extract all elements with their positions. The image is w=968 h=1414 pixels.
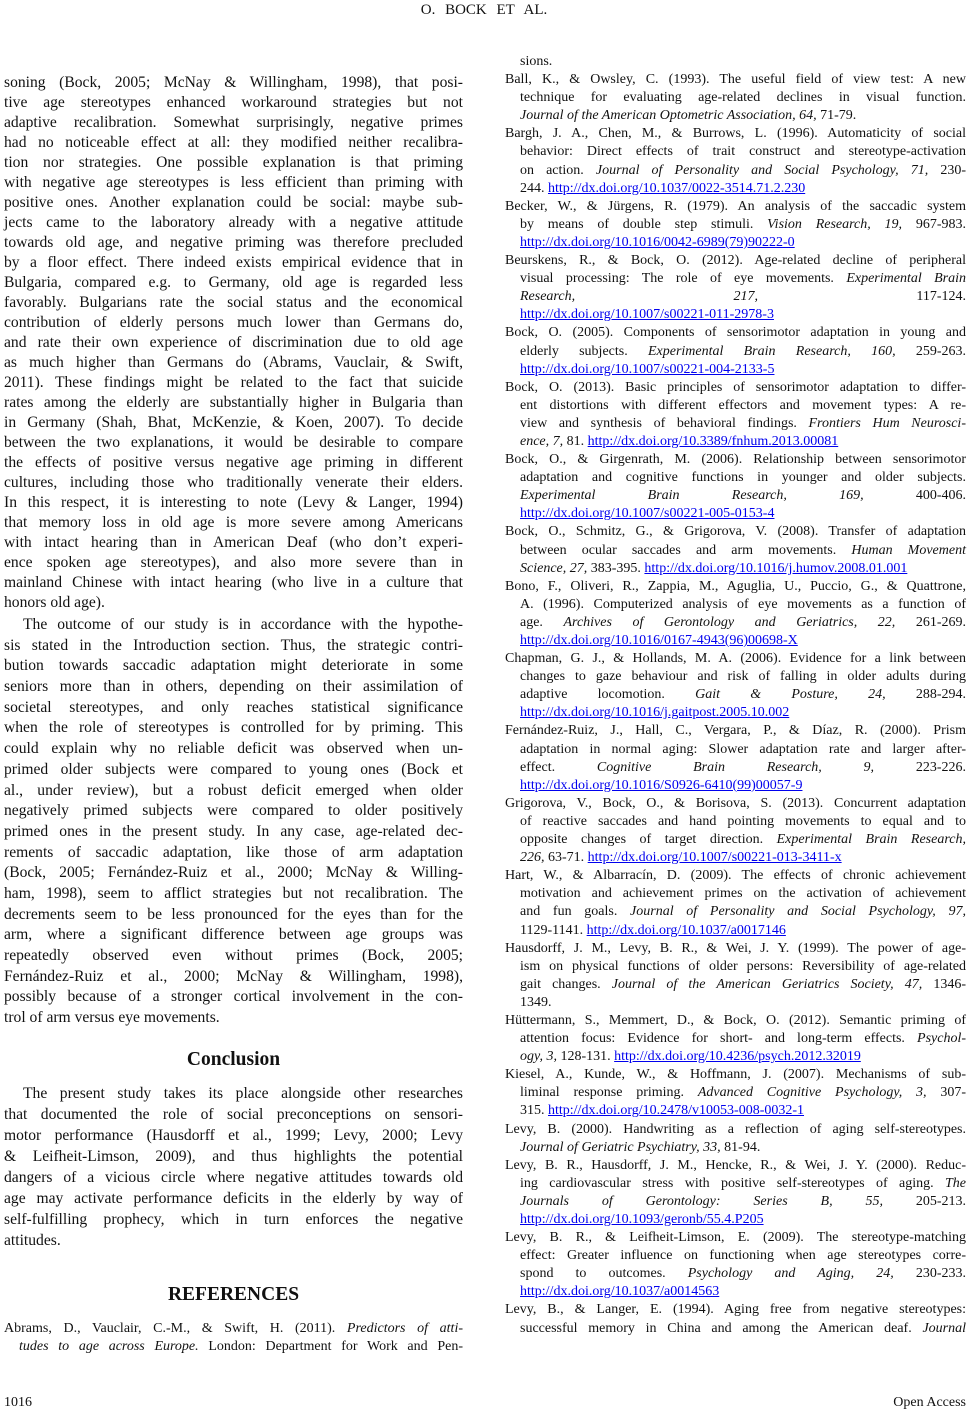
text-line: Fernández-Ruiz et al., 2000; McNay & Willingham, 1998), (4, 967, 463, 985)
reference-line (505, 288, 966, 306)
text-run: Hart, W., & Albarracín, D. (2009). The effects of chronic achievement (505, 868, 966, 884)
text-line: favorably. Bulgarians rate the social status and the economical (4, 294, 463, 311)
reference-entry (505, 1229, 966, 1301)
reference-line (505, 107, 966, 125)
text-run: 71-79. (816, 108, 857, 124)
reference-line (505, 324, 966, 342)
text-run: adaptation in normal aging: Slower adaptation rate and larger after- (520, 741, 966, 757)
italic-text: Psychology and Aging, 24, (687, 1266, 894, 1282)
reference-line (505, 867, 966, 885)
text-run: attention focus: Evidence for short- and long-term effects. (520, 1031, 918, 1047)
text-line: adaptive recalibration. Somewhat surprisingly, negative primes (4, 114, 463, 131)
text-line: al., under review), but a robust deficit emerged when older (4, 781, 463, 799)
text-run: Grigorova, V., Bock, O., & Borisova, S. (2013). Concurrent adaptation (505, 795, 966, 811)
reference-line (505, 1048, 966, 1066)
text-run: Beurskens, R., & Bock, O. (2012). Age-related decline of peripheral (505, 253, 966, 269)
text-run: ing cardiovascular stress with positive self-stereotypes of aging. (520, 1175, 945, 1191)
text-run: 128-131. (556, 1049, 615, 1065)
reference-line (505, 397, 966, 415)
doi-link[interactable]: http://dx.doi.org/10.1016/S0926-6410(99)00057-9 (520, 777, 803, 793)
text-run: liminal response priming. (520, 1085, 698, 1101)
reference-line (505, 1066, 966, 1084)
italic-text: Predictors of atti- (346, 1321, 463, 1336)
text-run: 400-406. (863, 488, 966, 504)
text-run: Bock, O. (2005). Components of sensorimotor adaptation in young and (505, 325, 966, 341)
text-run: of reactive saccades and hand pointing movements to equal and to (520, 813, 966, 829)
text-line: In this respect, it is interesting to note (Levy & Langer, 1994) (4, 494, 463, 511)
text-line: tion nor strategies. One possible explanation is that priming (4, 154, 463, 171)
doi-link[interactable]: http://dx.doi.org/10.1016/j.humov.2008.01.001 (644, 560, 908, 576)
italic-text: Journal of the American Geriatrics Society, 47, (611, 976, 923, 992)
reference-line (505, 433, 966, 451)
reference-line (505, 125, 966, 143)
text-line: tive age stereotypes enhanced workaround strategies but not (4, 94, 463, 111)
reference-line (505, 650, 966, 668)
reference-line (505, 885, 966, 903)
reference-list-left (4, 1320, 463, 1356)
reference-line (505, 53, 966, 71)
text-run: A. (1996). Computerized analysis of eye movements as a function of (520, 596, 966, 612)
reference-line (505, 940, 966, 958)
reference-line (505, 596, 966, 614)
reference-line (505, 722, 966, 740)
doi-link[interactable]: http://dx.doi.org/10.3389/fnhum.2013.00081 (587, 433, 839, 449)
doi-link[interactable]: http://dx.doi.org/10.1016/0042-6989(79)90222-0 (520, 234, 795, 250)
reference-line (505, 1301, 966, 1319)
doi-link[interactable]: http://dx.doi.org/10.1016/0167-4943(96)00698-X (520, 633, 798, 648)
text-run: 81. (563, 433, 588, 449)
reference-entry (505, 1157, 966, 1229)
reference-line (505, 1102, 966, 1120)
reference-line (505, 180, 966, 198)
text-line: the effects of positive versus negative age priming in different (4, 454, 463, 471)
italic-text: Journals of Gerontology: Series B, 55, (520, 1193, 883, 1209)
reference-line (505, 1175, 966, 1193)
open-access-label: Open Access (893, 1395, 966, 1410)
reference-line (505, 1157, 966, 1175)
italic-text: Journal of Geriatric Psychiatry, 33, (520, 1139, 721, 1155)
text-line: rements of saccadic adaptation, like those of arm adaptation (4, 843, 463, 861)
text-run: Bono, F., Oliveri, R., Zappia, M., Aguglia, U., Puccio, G., & Quattrone, (505, 578, 966, 594)
reference-entry (505, 252, 966, 324)
text-run: Kiesel, A., Kunde, W., & Hoffmann, J. (2007). Mechanisms of sub- (505, 1067, 966, 1083)
italic-text: Journal (922, 1320, 966, 1336)
doi-link[interactable]: http://dx.doi.org/10.1007/s00221-004-2133-5 (520, 361, 775, 377)
reference-line (505, 1121, 966, 1139)
text-line: could explain why no reliable deficit was observed when un- (4, 740, 463, 758)
reference-line (505, 668, 966, 686)
reference-entry (505, 379, 966, 451)
text-line: honors old age). (4, 594, 105, 611)
reference-entry (505, 940, 966, 1012)
text-run: changes to gaze behaviour and risk of falling in older adults during (520, 669, 966, 685)
text-run: Abrams, D., Vauclair, C.-M., & Swift, H. (2011). (4, 1321, 347, 1336)
text-run: successful memory in China and among the American deaf. (520, 1320, 923, 1336)
italic-text: Human Movement (851, 542, 966, 558)
reference-entry (505, 650, 966, 722)
text-line: repeatedly observed even without primes (Bock, 2005; (4, 947, 463, 964)
italic-text: Cognitive Brain Research, 9, (596, 759, 875, 775)
text-run: 307- (926, 1085, 967, 1101)
text-run: on action. (520, 162, 596, 178)
text-line: ence spoken age stereotypes), and also more severe than in (4, 554, 463, 571)
reference-entry (505, 1301, 966, 1337)
reference-line (505, 795, 966, 813)
text-line: & Leifheit-Limson, 2009), and thus highlights the potential (4, 1148, 463, 1165)
text-run: Fernández-Ruiz, J., Hall, C., Vergara, P., & Díaz, R. (2000). Prism (505, 723, 966, 739)
text-run: spond to outcomes. (520, 1266, 688, 1282)
text-run: by means of double step stimuli. (520, 216, 768, 232)
text-line: mainland Chinese with intact hearing (who live in a culture that (4, 574, 463, 591)
doi-link[interactable]: http://dx.doi.org/10.1016/j.gaitpost.2005.10.002 (520, 705, 790, 721)
text-run: 230-233. (893, 1266, 966, 1282)
reference-line (505, 361, 966, 379)
text-line: seniors more than in others, depending on their assimilation of (4, 678, 463, 696)
text-line: self-fulfilling prophecy, which in turn enforces the negative (4, 1211, 463, 1228)
text-run: between ocular saccades and arm movements. (520, 542, 852, 558)
reference-line (505, 903, 966, 921)
reference-line (505, 234, 966, 252)
reference-line (505, 704, 966, 722)
text-line: The present study takes its place alongside other researches (23, 1085, 463, 1102)
reference-line (505, 741, 966, 759)
text-line: cultures, including those who traditionally venerate their elders. (4, 474, 463, 491)
text-run: Bock, O., Schmitz, G., & Grigorova, V. (2008). Transfer of adaptation (505, 524, 966, 540)
text-line: negatively primed subjects were compared to older positively (4, 802, 463, 820)
reference-line (505, 976, 966, 994)
text-run: 1349. (520, 994, 552, 1010)
reference-entry (505, 1012, 966, 1066)
reference-line (505, 379, 966, 397)
italic-text: Experimental Brain Research, 169, (520, 488, 864, 504)
text-run: Bock, O. (2013). Basic principles of sensorimotor adaptation to differ- (505, 379, 966, 395)
reference-line (505, 759, 966, 777)
italic-text: tudes to age across Europe. (19, 1339, 199, 1354)
text-line: arm, where a significant difference between age groups was (4, 926, 463, 944)
text-run: Bargh, J. A., Chen, M., & Burrows, L. (1996). Automaticity of social (505, 126, 966, 142)
reference-entry (505, 1066, 966, 1120)
text-line: sis stated in the Introduction section. Thus, the strategic contri- (4, 636, 463, 654)
text-run: 967-983. (902, 216, 966, 232)
reference-line (4, 1320, 463, 1338)
text-run: and fun goals. (520, 904, 631, 920)
text-line: societal stereotypes, and only reaches statistical significance (4, 698, 463, 716)
text-run: ism on physical functions of older persons: Reversibility of age-related (520, 958, 966, 974)
reference-line (505, 523, 966, 541)
text-run: view and synthesis of behavioral findings. (520, 415, 809, 431)
text-run: 205-213. (882, 1193, 966, 1209)
italic-text: ence, 7, (520, 433, 564, 449)
text-line: rates among the elderly are substantially higher in Bulgaria than (4, 394, 463, 411)
reference-entry (505, 198, 966, 252)
page-number: 1016 (4, 1395, 32, 1410)
italic-text: Archives of Gerontology and Geriatrics, 22, (563, 614, 896, 630)
text-run: Levy, B., & Langer, E. (1994). Aging free from negative stereotypes: (505, 1302, 966, 1318)
italic-text: Science, 27, (520, 560, 588, 576)
reference-entry (505, 125, 966, 197)
text-line: by a floor effect. There indeed exists empirical evidence that in (4, 254, 463, 271)
body-paragraph (4, 615, 463, 1029)
reference-line (505, 89, 966, 107)
reference-line (505, 578, 966, 596)
italic-text: Experimental Brain Research, (776, 832, 966, 848)
text-line: jects came to the laboratory already with a negative attitude (4, 214, 463, 231)
text-line: that documented the role of social preconceptions on sensori- (4, 1106, 463, 1123)
doi-link[interactable]: http://dx.doi.org/10.1037/a0017146 (586, 922, 786, 938)
reference-entry (505, 867, 966, 939)
reference-line (505, 343, 966, 361)
text-run: 1346- (922, 976, 966, 992)
reference-line (505, 1084, 966, 1102)
reference-entry (505, 722, 966, 794)
text-run: 288-294. (885, 687, 966, 703)
text-line: towards old age, and negative priming was therefore precluded (4, 234, 463, 251)
reference-entry (505, 324, 966, 378)
reference-line (505, 505, 966, 523)
text-line: as much higher than Germans do (Abrams, Vauclair, & Swift, (4, 354, 463, 371)
reference-entry (505, 71, 966, 125)
text-run: 63-71. (544, 850, 588, 866)
text-run: 261-269. (895, 614, 966, 630)
text-line: bution towards saccadic adaptation might deteriorate in some (4, 657, 463, 675)
italic-text: Psychol- (917, 1031, 966, 1047)
text-run: effect: Greater influence on functioning when age stereotypes corre- (520, 1248, 966, 1264)
text-run: adaptive locomotion. (520, 687, 696, 703)
section-heading-references: REFERENCES (167, 1284, 300, 1305)
doi-link[interactable]: http://dx.doi.org/10.1007/s00221-013-3411-x (587, 850, 842, 866)
italic-text: 226, (520, 850, 545, 866)
text-line: with intact hearing than in American Deaf (who don’t experi- (4, 534, 463, 551)
reference-line (505, 487, 966, 505)
text-line: Bulgaria, compared e.g. to Germany, old age is regarded less (4, 274, 463, 291)
text-run: Hüttermann, S., Memmert, D., & Bock, O. (2012). Semantic priming of (505, 1012, 966, 1028)
text-run: 223-226. (874, 759, 966, 775)
italic-text: Research, 217, (520, 289, 758, 305)
text-line: when the role of stereotypes is controlled for by priming. This (4, 719, 463, 737)
text-line: decrements seem to be less pronounced for the eyes than for the (4, 905, 463, 923)
reference-line (505, 632, 966, 650)
text-line: had no noticeable effect at all: they modified neither recalibra- (4, 134, 463, 151)
doi-link[interactable]: http://dx.doi.org/10.4236/psych.2012.32019 (614, 1049, 861, 1065)
text-run: elderly subjects. (520, 343, 648, 359)
text-line: and rate their own experience of discrimination due to old age (4, 334, 463, 351)
reference-line (505, 1283, 966, 1301)
text-line: primed ones in the present study. In any case, age-related dec- (4, 822, 463, 840)
text-line: motor performance (Hausdorff et al., 1999; Levy, 2000; Levy (4, 1127, 463, 1144)
text-line: ham, 1998), seem to afflict strategies but not recalibration. The (4, 884, 463, 902)
reference-line (505, 451, 966, 469)
text-run: age. (520, 614, 564, 630)
reference-line (505, 542, 966, 560)
reference-line (4, 1338, 463, 1356)
reference-line (505, 306, 966, 324)
reference-line (505, 415, 966, 433)
text-run: visual processing: The role of eye movements. (520, 271, 847, 287)
text-line: possibly because of a stronger cortical involvement in the con- (4, 988, 463, 1006)
reference-entry (4, 1320, 463, 1356)
reference-line (505, 1193, 966, 1211)
text-line: between the two explanations, it would be desirable to compare (4, 434, 463, 451)
text-run: Hausdorff, J. M., Levy, B. R., & Wei, J. Y. (1999). The power of age- (505, 940, 966, 956)
text-line: with negative age stereotypes is less efficient than priming with (4, 174, 463, 191)
text-line: positive ones. Another explanation could be social: maybe sub- (4, 194, 463, 211)
italic-text: Gait & Posture, 24, (695, 687, 886, 703)
italic-text: Frontiers Hum Neurosci- (808, 415, 966, 431)
reference-line (505, 252, 966, 270)
text-run: 244. (520, 180, 548, 196)
reference-line (505, 1030, 966, 1048)
text-run: Levy, B. R., & Leifheit-Limson, E. (2009). The stereotype-matching (505, 1230, 966, 1246)
reference-line (505, 143, 966, 161)
text-run: Becker, W., & Jürgens, R. (1979). An analysis of the saccadic system (505, 198, 966, 214)
reference-line (505, 198, 966, 216)
text-run: 315. (520, 1103, 548, 1119)
reference-entry (505, 523, 966, 577)
text-line: in Germany (Shah, Bhat, McKenzie, & Koen, 2007). To decide (4, 414, 463, 431)
text-line: attitudes. (4, 1232, 61, 1249)
italic-text: Advanced Cognitive Psychology, 3, (697, 1085, 927, 1101)
italic-text: ogy, 3, (520, 1049, 557, 1065)
reference-entry (505, 1121, 966, 1157)
reference-line (505, 1265, 966, 1283)
text-line: 2011). These findings might be related to the fact that suicide (4, 374, 463, 391)
text-run: Levy, B. (2000). Handwriting as a reflection of aging self-stereotypes. (505, 1121, 966, 1137)
text-run: Bock, O., & Girgenrath, M. (2006). Relationship between sensorimotor (505, 452, 966, 468)
reference-line (505, 994, 966, 1012)
reference-line (505, 469, 966, 487)
reference-entry (505, 53, 966, 71)
text-run: ent distortions with different effectors and movement types: A re- (520, 397, 966, 413)
text-line: primed older subjects were compared to young ones (Bock et (4, 760, 463, 778)
text-line: contribution of elderly persons much lower than Germans do, (4, 314, 463, 331)
text-run: gait changes. (520, 976, 612, 992)
reference-line (505, 216, 966, 234)
reference-line (505, 560, 966, 578)
text-run: 259-263. (895, 343, 966, 359)
text-run: 81-94. (720, 1139, 761, 1155)
reference-entry (505, 795, 966, 867)
doi-link[interactable]: http://dx.doi.org/10.1037/a0014563 (520, 1284, 720, 1300)
text-run: 230- (928, 162, 966, 178)
reference-line (505, 777, 966, 795)
reference-line (505, 831, 966, 849)
text-line: dangers of a vicious circle where negative attitudes towards old (4, 1169, 463, 1186)
running-head: O. BOCK ET AL. (420, 2, 548, 18)
text-run: London: Department for Work and Pen- (198, 1339, 463, 1354)
section-heading-conclusion: Conclusion (186, 1049, 281, 1070)
text-run: behavior: Direct effects of trait construct and stereotype-activation (520, 144, 966, 160)
reference-entry (505, 578, 966, 650)
reference-line (505, 1139, 966, 1157)
italic-text: Journal of Personality and Social Psychology, 97, (630, 904, 966, 920)
reference-entry (505, 451, 966, 523)
text-line: soning (Bock, 2005; McNay & Willingham, 1998), that posi- (4, 74, 463, 91)
reference-line (505, 614, 966, 632)
reference-line (505, 686, 966, 704)
text-run: Ball, K., & Owsley, C. (1993). The useful field of view test: A new (505, 72, 966, 88)
text-run: opposite changes of target direction. (520, 832, 777, 848)
reference-line (505, 1229, 966, 1247)
doi-link[interactable]: http://dx.doi.org/10.1007/s00221-011-2978-3 (520, 307, 774, 323)
italic-text: Experimental Brain (846, 271, 967, 287)
doi-link[interactable]: http://dx.doi.org/10.2478/v10053-008-0032-1 (548, 1103, 805, 1119)
doi-link[interactable]: http://dx.doi.org/10.1007/s00221-005-0153-4 (520, 506, 775, 522)
text-line: that memory loss in old age is more severe among Americans (4, 514, 463, 531)
italic-text: Vision Research, 19, (767, 216, 903, 232)
reference-line (505, 270, 966, 288)
italic-text: Journal of the American Optometric Association, 64, (520, 108, 817, 124)
reference-line (505, 162, 966, 180)
reference-line (505, 922, 966, 940)
text-line: The outcome of our study is in accordance with the hypothe- (23, 616, 463, 633)
reference-line (505, 1320, 966, 1338)
text-run: sions. (520, 54, 553, 69)
text-run: motivation and achievement primes on the activation of achievement (520, 886, 966, 902)
text-run: adaptation and cognitive functions in younger and older subjects. (520, 470, 966, 486)
reference-line (505, 813, 966, 831)
reference-line (505, 1211, 966, 1229)
text-run: Levy, B. R., Hausdorff, J. M., Hencke, R., & Wei, J. Y. (2000). Reduc- (505, 1157, 966, 1173)
text-run: effect. (520, 759, 597, 775)
italic-text: Journal of Personality and Social Psychology, 71, (595, 162, 929, 178)
reference-line (505, 1247, 966, 1265)
italic-text: Experimental Brain Research, 160, (647, 343, 896, 359)
text-run: Chapman, G. J., & Hollands, M. A. (2006). Evidence for a link between (505, 651, 966, 667)
reference-line (505, 849, 966, 867)
doi-link[interactable]: http://dx.doi.org/10.1037/0022-3514.71.2.230 (548, 180, 806, 196)
doi-link[interactable]: http://dx.doi.org/10.1093/geronb/55.4.P205 (520, 1212, 764, 1227)
text-line: (Bock, 2005; Fernández-Ruiz et al., 2000; McNay & Willing- (4, 864, 463, 882)
conclusion-paragraph (4, 1083, 463, 1251)
text-line: trol of arm versus eye movements. (4, 1009, 220, 1027)
text-run: 383-395. (587, 560, 645, 576)
reference-line (505, 71, 966, 89)
text-line: age may activate performance deficits in the elderly by way of (4, 1190, 463, 1207)
text-run: 117-124. (757, 289, 966, 305)
reference-line (505, 958, 966, 976)
italic-text: The (945, 1175, 966, 1191)
reference-list-right (505, 53, 966, 1338)
body-paragraph (4, 73, 463, 613)
text-run: technique for evaluating age-related declines in visual function. (520, 90, 966, 106)
text-run: 1129-1141. (520, 922, 587, 938)
reference-line (505, 1012, 966, 1030)
